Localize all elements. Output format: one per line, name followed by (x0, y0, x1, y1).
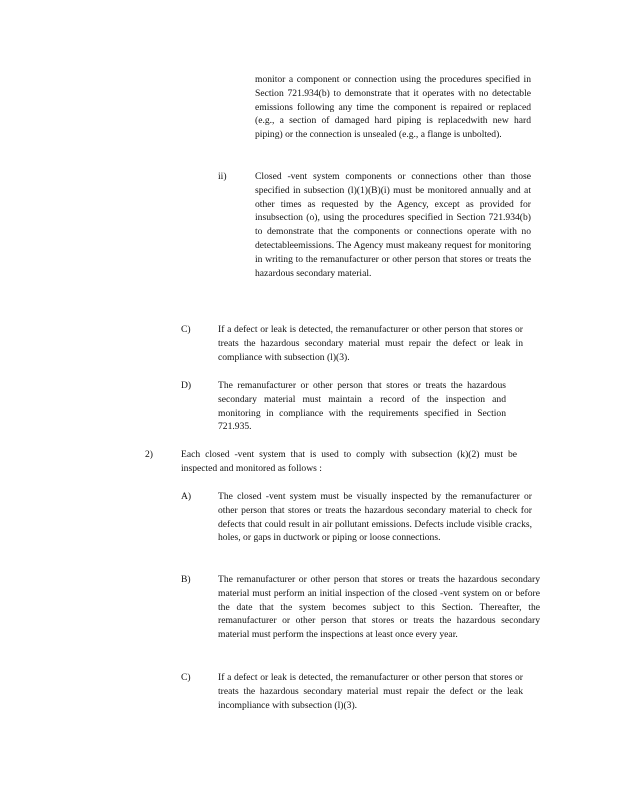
item-2-paragraph: Each closed -vent system that is used to comply with subsection (k)(2) must be inspected and monitored as follows : (181, 449, 517, 474)
item-1d-paragraph: The remanufacturer or other person that stores or treats the hazardous secondary material must maintain a record of the inspection and monitoring in compliance with the requirements specified in Section 721.935. (218, 380, 506, 433)
item-1c-label: C) (181, 324, 191, 335)
item-2c-paragraph: If a defect or leak is detected, the remanufacturer or other person that stores or treats the hazardous secondary material must repair the defect or the leak incompliance with subsection (l)(3). (218, 672, 523, 711)
item-1d-label: D) (181, 380, 192, 391)
item-ii-paragraph: Closed -vent system components or connections other than those specified in subsection (l)(1)(B)(i) must be monitored annually and at other times as requested by the Agency, except as provided for insubsection (o), using the procedures specified in Section 721.934(b) to demonstrate that the components or connections operate with no detectableemissions. The Agency must makeany request for monitoring in writing to the remanufacturer or other person that stores or treats the hazardous secondary material. (255, 171, 531, 279)
item-2a-label: A) (181, 491, 192, 502)
item-2b-label: B) (181, 574, 191, 585)
item-2b-paragraph: The remanufacturer or other person that stores or treats the hazardous secondary material must perform an initial inspection of the closed -vent system on or before the date that the system becomes subject to this Section. Thereafter, the remanufacturer or other person that stores or treats the hazardous secondary material must perform the inspections at least once every year. (218, 574, 540, 641)
item-2-label: 2) (145, 449, 153, 460)
item-1c-paragraph: If a defect or leak is detected, the remanufacturer or other person that stores or treats the hazardous secondary material must repair the defect or leak in compliance with subsection (l)(3). (218, 324, 523, 363)
item-ii-label: ii) (218, 171, 227, 182)
continuation-paragraph: monitor a component or connection using the procedures specified in Section 721.934(b) to demonstrate that it operates with no detectable emissions following any time the component is repaired or replaced (e.g., a section of damaged hard piping is replacedwith new hard piping) or the connection is unsealed (e.g., a flange is unbolted). (255, 74, 531, 141)
item-2a-paragraph: The closed -vent system must be visually inspected by the remanufacturer or other person that stores or treats the hazardous secondary material to check for defects that could result in air pollutant emissions. Defects include visible cracks, holes, or gaps in ductwork or piping or loose connections. (218, 491, 532, 544)
item-2c-label: C) (181, 672, 191, 683)
